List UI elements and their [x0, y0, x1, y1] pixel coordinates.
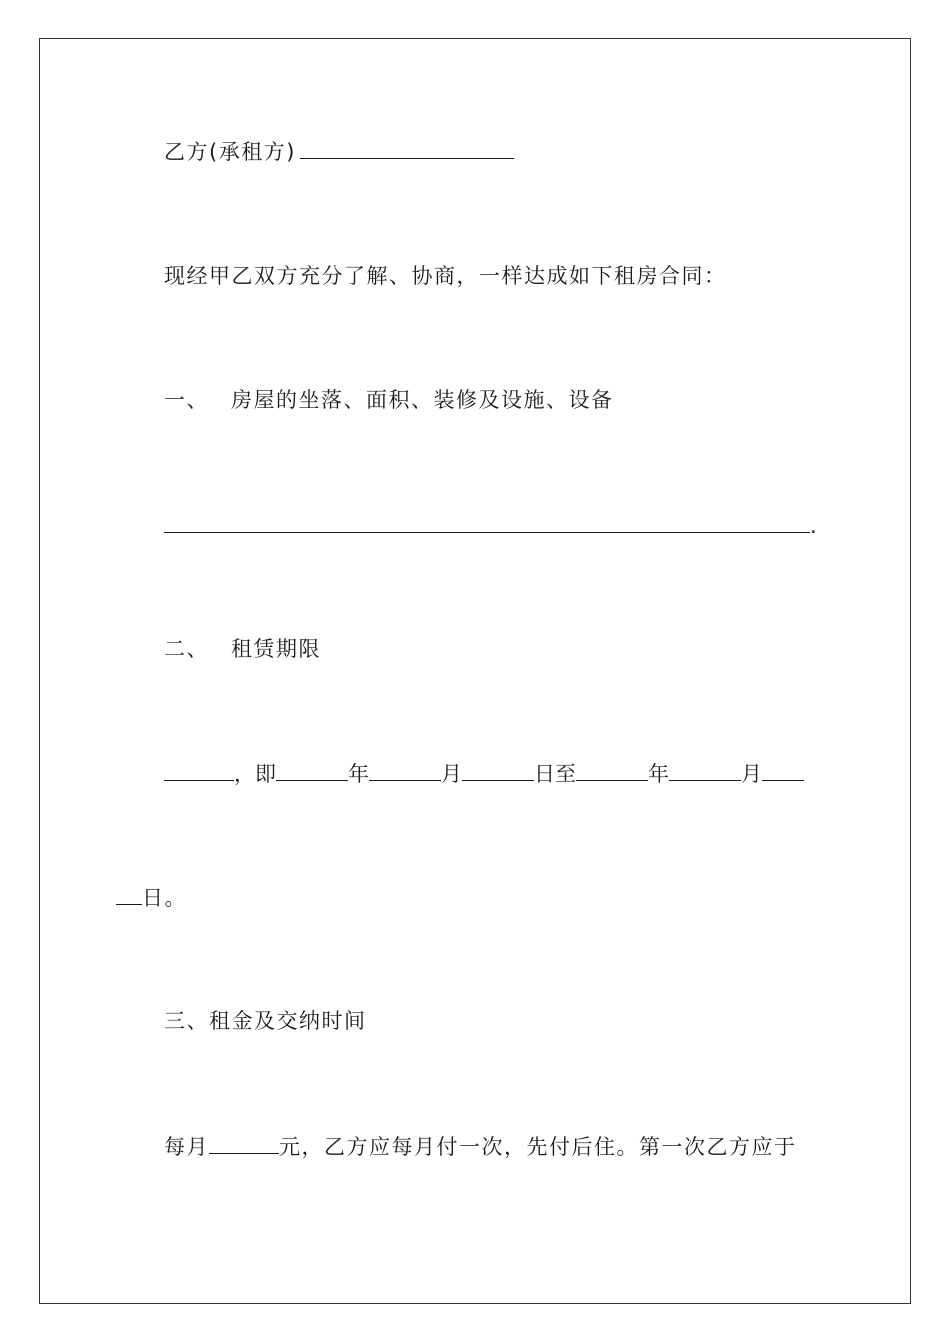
start-year-blank[interactable]: [276, 758, 348, 781]
intro-paragraph: 现经甲乙双方充分了解、协商，一样达成如下租房合同：: [164, 264, 727, 288]
page-frame: [39, 38, 911, 1304]
section2-number: 二、: [164, 637, 209, 661]
end-year-label: 年: [648, 762, 669, 786]
monthly-label: 每月: [164, 1135, 209, 1159]
section1-end-mark: .: [810, 514, 819, 538]
lease-term-line: [164, 758, 804, 789]
section1-number: 一、: [164, 388, 209, 412]
party-b-label: 乙方(承租方): [164, 140, 296, 164]
start-month-label: 月: [441, 762, 462, 786]
section3-heading: 三、租金及交纳时间: [164, 1009, 367, 1033]
rent-line: [164, 1131, 797, 1162]
party-b-signature-blank[interactable]: [300, 136, 514, 159]
property-details-blank[interactable]: [164, 510, 810, 533]
section1-heading: [164, 385, 614, 415]
party-b-line: [164, 136, 514, 167]
lease-term-line-cont: [116, 882, 187, 913]
end-month-blank[interactable]: [669, 758, 741, 781]
start-day-blank[interactable]: [462, 758, 534, 781]
day-to-label: 日至: [534, 762, 576, 786]
comma-ji: ，即: [234, 762, 276, 786]
monthly-rent-blank[interactable]: [209, 1131, 279, 1154]
end-year-blank[interactable]: [576, 758, 648, 781]
lease-duration-blank[interactable]: [164, 758, 234, 781]
end-day-blank-part1[interactable]: [762, 758, 804, 781]
rent-terms-text: 元，乙方应每月付一次，先付后住。第一次乙方应于: [279, 1135, 797, 1159]
section1-fill-line: [164, 510, 818, 541]
end-month-label: 月: [741, 762, 762, 786]
start-month-blank[interactable]: [369, 758, 441, 781]
end-day-blank-part2[interactable]: [116, 882, 142, 905]
section2-title: 租赁期限: [231, 637, 321, 661]
day-end-label: 日。: [142, 886, 187, 910]
section2-heading: [164, 634, 321, 664]
start-year-label: 年: [348, 762, 369, 786]
section1-title: 房屋的坐落、面积、装修及设施、设备: [231, 388, 614, 412]
